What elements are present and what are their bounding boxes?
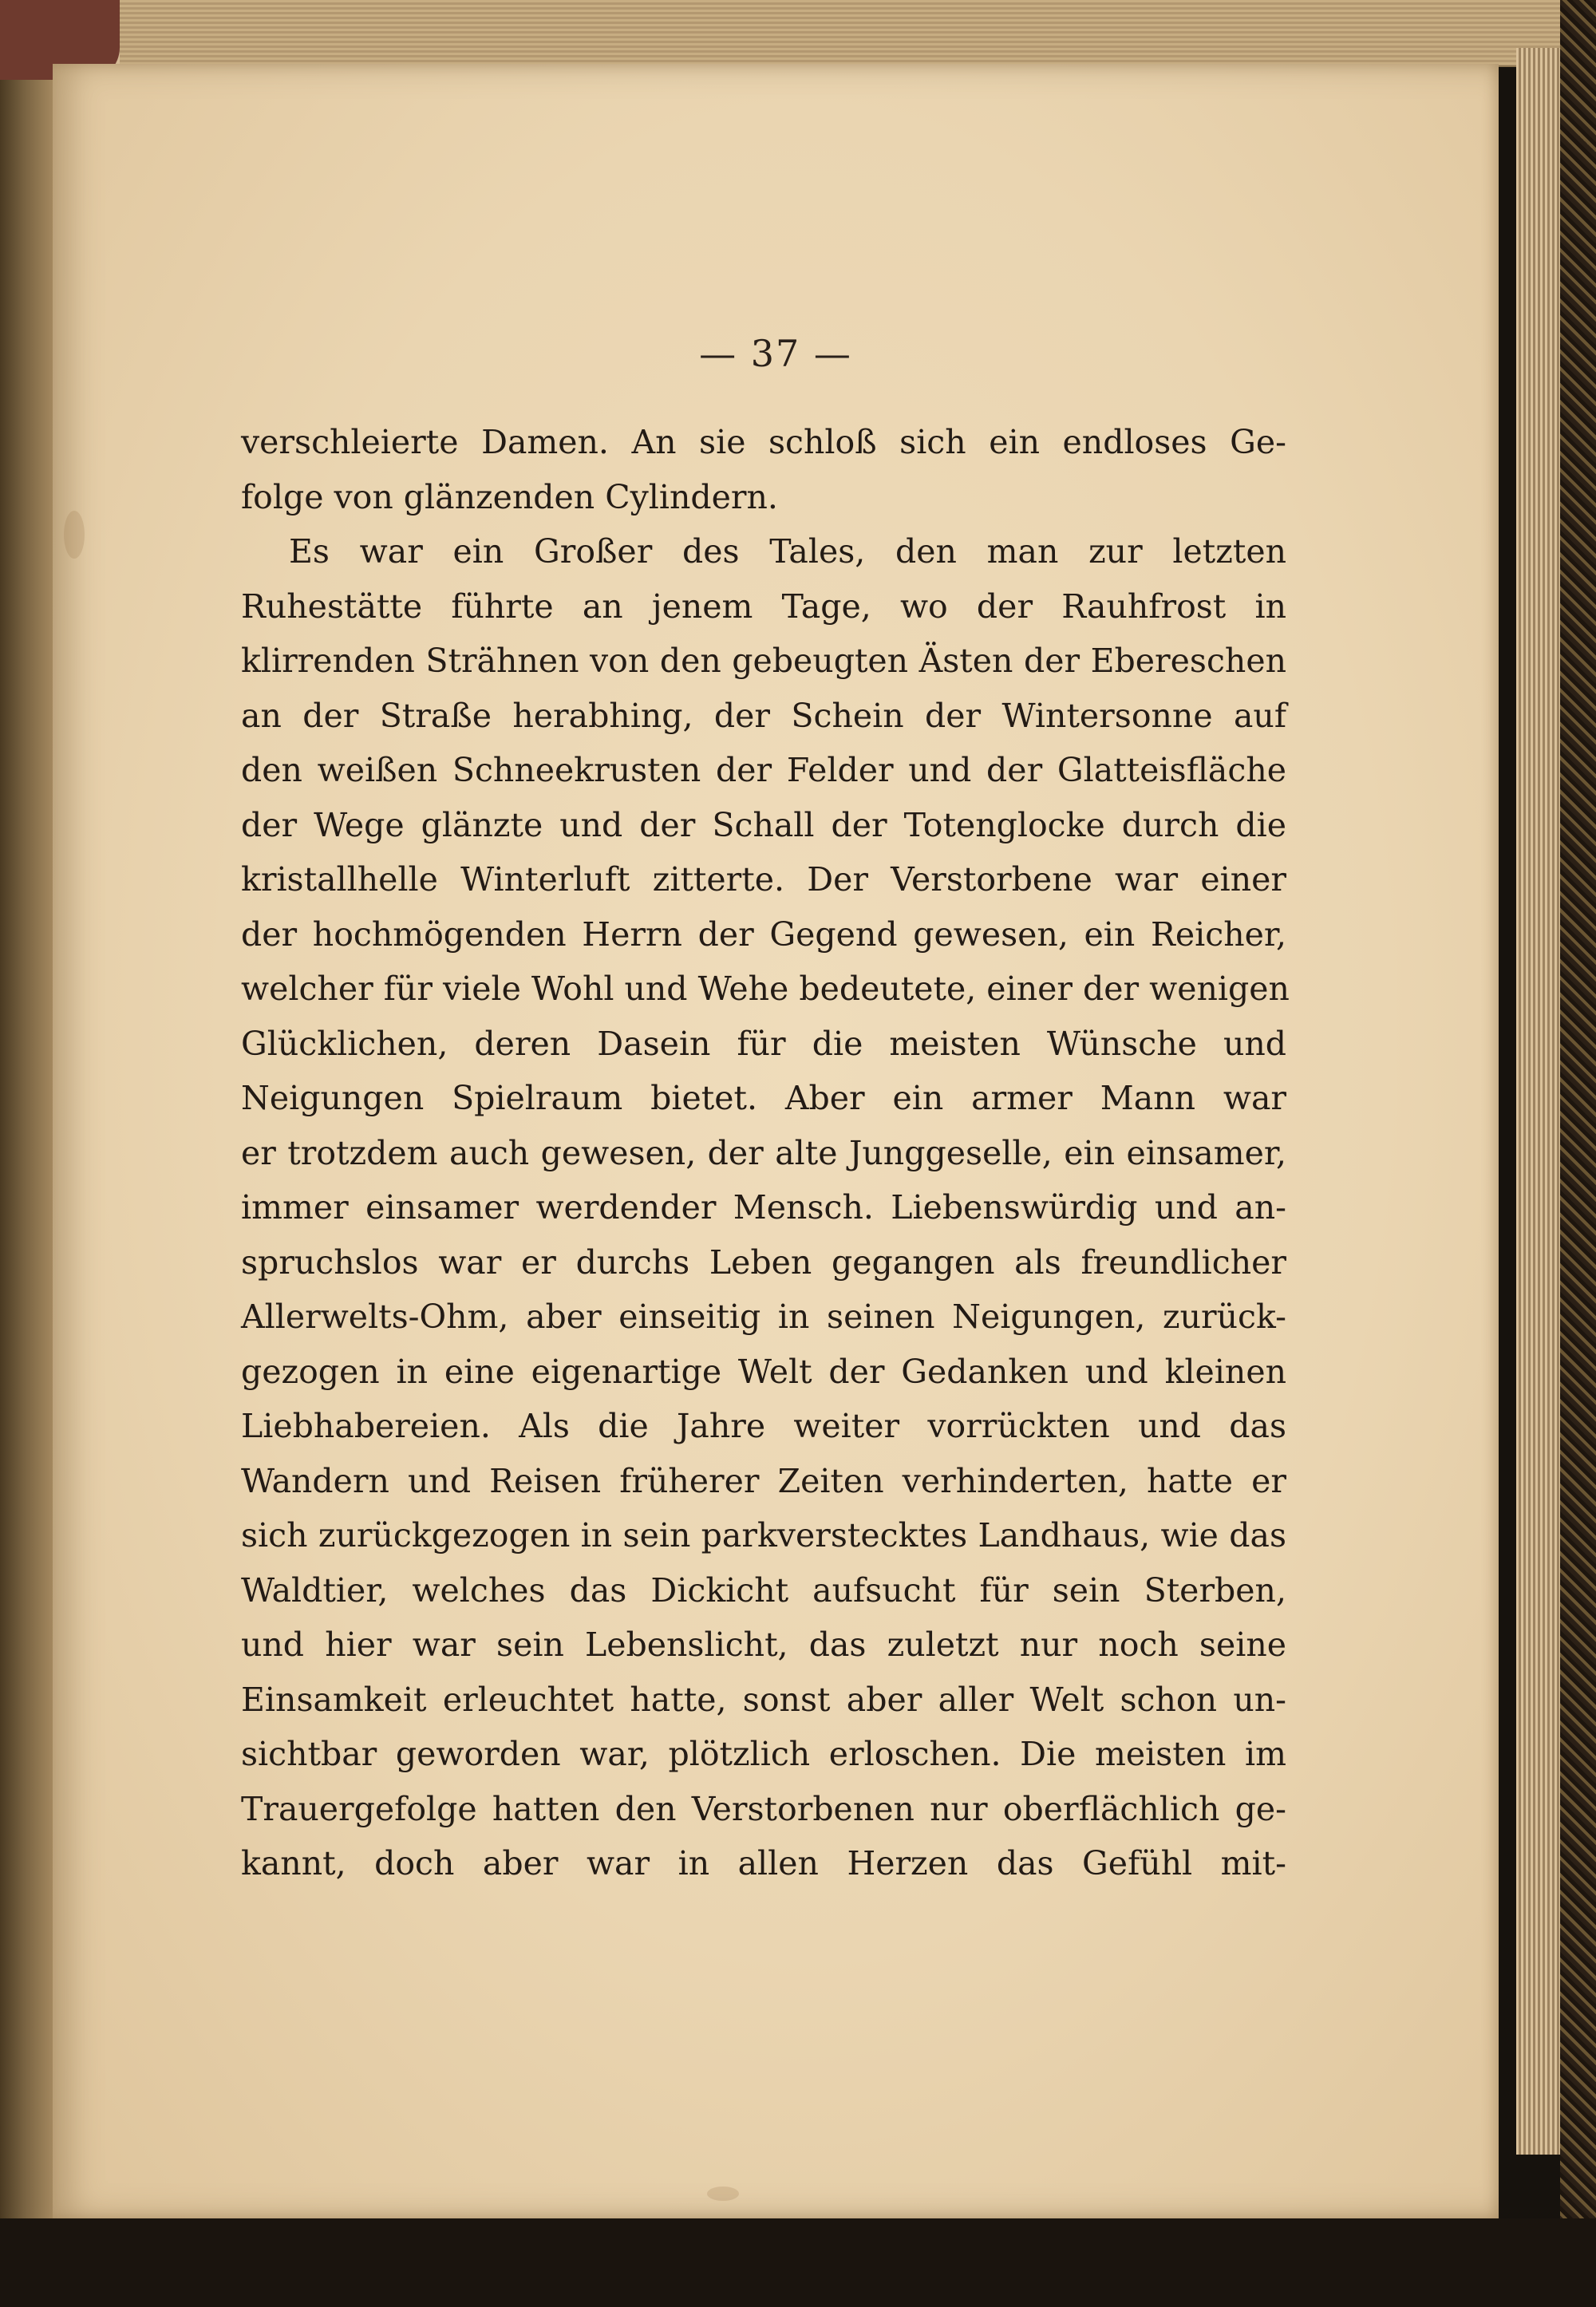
text-line: Wandern und Reisen früherer Zeiten verhinderten, hatte er — [241, 1461, 1286, 1500]
page-stack-side-edge — [1516, 48, 1564, 2155]
background-bottom — [0, 2218, 1596, 2307]
text-line: sich zurückgezogen in sein parkverstecktes Landhaus, wie das — [241, 1516, 1286, 1554]
text-line: folge von glänzenden Cylindern. — [241, 477, 778, 516]
book-page — [53, 64, 1499, 2218]
text-line: Trauergefolge hatten den Verstorbenen nur oberflächlich ge- — [241, 1789, 1286, 1828]
text-line: der Wege glänzte und der Schall der Totenglocke durch die — [241, 805, 1286, 844]
text-line: Waldtier, welches das Dickicht aufsucht für sein Sterben, — [241, 1570, 1286, 1610]
text-line: kristallhelle Winterluft zitterte. Der Verstorbene war einer — [241, 860, 1286, 899]
text-line: gezogen in eine eigenartige Welt der Gedanken und kleinen — [241, 1352, 1286, 1391]
page-stain — [64, 511, 85, 559]
text-line: kannt, doch aber war in allen Herzen das Gefühl mit- — [241, 1844, 1286, 1882]
text-line: spruchslos war er durchs Leben gegangen als freundlicher — [241, 1242, 1286, 1282]
text-line: verschleierte Damen. An sie schloß sich ein endloses Ge- — [241, 423, 1286, 461]
book-spine — [0, 0, 56, 2307]
text-line: sichtbar geworden war, plötzlich erloschen. Die meisten im — [241, 1735, 1286, 1773]
text-line: welcher für viele Wohl und Wehe bedeutete, einer der wenigen — [241, 970, 1290, 1008]
page-stack-top-edge — [120, 0, 1572, 67]
page-stain — [707, 2187, 739, 2201]
body-text — [241, 415, 1290, 1891]
text-line: Es war ein Großer des Tales, den man zur letzten — [289, 532, 1286, 571]
text-line: er trotzdem auch gewesen, der alte Junggeselle, ein einsamer, — [241, 1133, 1286, 1172]
text-line: und hier war sein Lebenslicht, das zuletzt nur noch seine — [241, 1626, 1286, 1664]
text-line: Neigungen Spielraum bietet. Aber ein armer Mann war — [241, 1079, 1286, 1117]
text-line: Liebhabereien. Als die Jahre weiter vorrückten und das — [241, 1407, 1286, 1445]
text-line: Allerwelts-Ohm, aber einseitig in seinen Neigungen, zurück- — [241, 1298, 1286, 1336]
marbled-cover-edge — [1560, 0, 1596, 2307]
text-line: an der Straße herabhing, der Schein der Wintersonne auf — [241, 696, 1286, 735]
text-line: der hochmögenden Herrn der Gegend gewesen, ein Reicher, — [241, 915, 1286, 954]
page-number: — 37 — — [699, 332, 852, 375]
text-line: den weißen Schneekrusten der Felder und der Glatteisfläche — [241, 751, 1286, 789]
text-line: immer einsamer werdender Mensch. Liebenswürdig und an- — [241, 1188, 1286, 1227]
text-line: Ruhestätte führte an jenem Tage, wo der Rauhfrost in — [241, 587, 1286, 626]
text-line: Einsamkeit erleuchtet hatte, sonst aber aller Welt schon un- — [241, 1680, 1286, 1719]
text-line: Glücklichen, deren Dasein für die meisten Wünsche und — [241, 1024, 1286, 1063]
text-line: klirrenden Strähnen von den gebeugten Ästen der Ebereschen — [241, 642, 1286, 680]
